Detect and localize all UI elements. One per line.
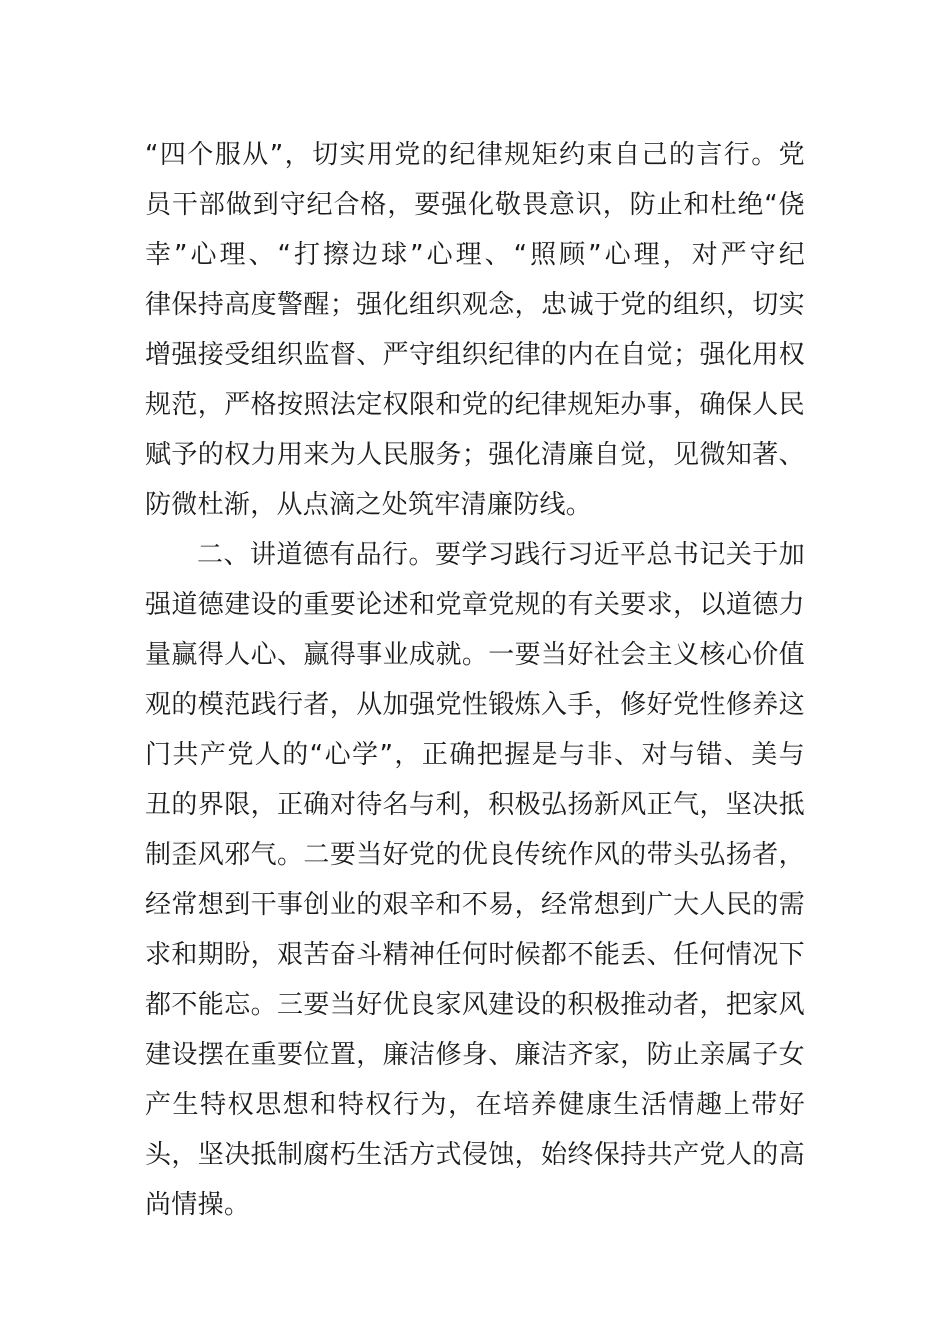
paragraph-line: 头，坚决抵制腐朽生活方式侵蚀，始终保持共产党人的高 [145,1140,805,1170]
paragraph-line: 赋予的权力用来为人民服务；强化清廉自觉，见微知著、 [145,440,805,470]
paragraph-line: 员干部做到守纪合格，要强化敬畏意识，防止和杜绝“侥 [145,190,805,220]
paragraph-line: 观的模范践行者，从加强党性锻炼入手，修好党性修养这 [145,690,805,720]
paragraph-line: 二、讲道德有品行。要学习践行习近平总书记关于加 [197,540,805,570]
paragraph-line: 规范，严格按照法定权限和党的纪律规矩办事，确保人民 [145,390,805,420]
paragraph-line: 经常想到干事创业的艰辛和不易，经常想到广大人民的需 [145,890,805,920]
paragraph-line: 增强接受组织监督、严守组织纪律的内在自觉；强化用权 [145,340,805,370]
paragraph-line: 门共产党人的“心学”，正确把握是与非、对与错、美与 [145,740,805,770]
paragraph-line: 律保持高度警醒；强化组织观念，忠诚于党的组织，切实 [145,290,805,320]
paragraph-line: 强道德建设的重要论述和党章党规的有关要求，以道德力 [145,590,805,620]
paragraph-line: 都不能忘。三要当好优良家风建设的积极推动者，把家风 [145,990,805,1020]
paragraph-line: “四个服从”，切实用党的纪律规矩约束自己的言行。党 [145,140,805,170]
paragraph-2 [145,530,805,1230]
paragraph-line: 建设摆在重要位置，廉洁修身、廉洁齐家，防止亲属子女 [145,1040,805,1070]
paragraph-line: 求和期盼，艰苦奋斗精神任何时候都不能丢、任何情况下 [145,940,805,970]
paragraph-line: 丑的界限，正确对待名与利，积极弘扬新风正气，坚决抵 [145,790,805,820]
paragraph-line: 尚情操。 [145,1190,251,1220]
paragraph-line: 幸”心理、“打擦边球”心理、“照顾”心理，对严守纪 [145,240,805,270]
paragraph-line: 防微杜渐，从点滴之处筑牢清廉防线。 [145,490,593,520]
paragraph-line: 产生特权思想和特权行为，在培养健康生活情趣上带好 [145,1090,805,1120]
paragraph-line: 量赢得人心、赢得事业成就。一要当好社会主义核心价值 [145,640,805,670]
paragraph-line: 制歪风邪气。二要当好党的优良传统作风的带头弘扬者， [145,840,805,870]
paragraph-1 [145,130,805,530]
